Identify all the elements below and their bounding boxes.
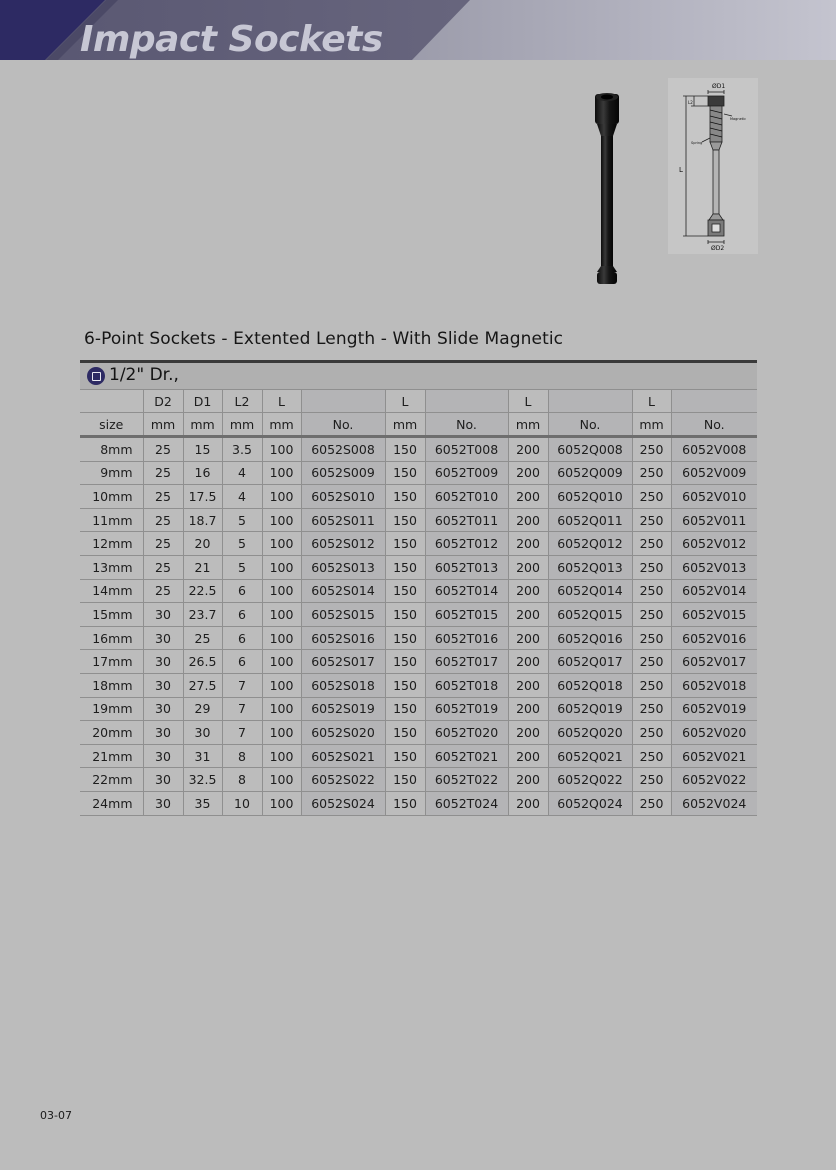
table-cell: 250 — [632, 721, 671, 745]
table-cell: 30 — [143, 603, 183, 627]
table-cell: 6052T022 — [425, 768, 508, 792]
table-cell: 6052T024 — [425, 791, 508, 815]
table-cell: 6052S019 — [301, 697, 385, 721]
table-cell: 30 — [143, 768, 183, 792]
table-cell: 6052S014 — [301, 579, 385, 603]
product-photo — [592, 92, 622, 286]
table-cell: 150 — [385, 532, 425, 556]
table-cell: 24mm — [80, 791, 143, 815]
table-cell: 29 — [183, 697, 222, 721]
table-cell: 250 — [632, 603, 671, 627]
table-cell: 25 — [143, 555, 183, 579]
table-cell: 6052Q024 — [548, 791, 632, 815]
label-spring: Spring — [691, 141, 703, 145]
table-cell: mm — [222, 413, 262, 437]
table-cell: 250 — [632, 768, 671, 792]
table-cell: 4 — [222, 485, 262, 509]
table-cell: 250 — [632, 626, 671, 650]
table-cell: 22.5 — [183, 579, 222, 603]
table-cell: 18mm — [80, 673, 143, 697]
table-row — [80, 532, 757, 556]
table-cell: 150 — [385, 768, 425, 792]
table-cell: 100 — [262, 508, 301, 532]
table-cell: 4 — [222, 461, 262, 485]
table-cell: 250 — [632, 579, 671, 603]
table-cell: 5 — [222, 508, 262, 532]
table-row — [80, 508, 757, 532]
table-cell: 250 — [632, 485, 671, 509]
table-cell: 18.7 — [183, 508, 222, 532]
label-l: L — [679, 166, 683, 174]
table-cell: 200 — [508, 721, 548, 745]
table-cell: 6052S018 — [301, 673, 385, 697]
table-cell: 150 — [385, 555, 425, 579]
table-cell — [548, 390, 632, 413]
table-cell: 32.5 — [183, 768, 222, 792]
table-cell: L2 — [222, 390, 262, 413]
table-cell: 150 — [385, 650, 425, 674]
table-cell: 100 — [262, 626, 301, 650]
table-cell: 23.7 — [183, 603, 222, 627]
table-cell: 11mm — [80, 508, 143, 532]
table-cell: 6052T017 — [425, 650, 508, 674]
table-cell: 6052V016 — [671, 626, 757, 650]
table-row — [80, 673, 757, 697]
table-cell: 6052T019 — [425, 697, 508, 721]
label-d1: ØD1 — [712, 83, 726, 90]
table-cell: 6052S012 — [301, 532, 385, 556]
header-band — [0, 0, 836, 60]
table-cell: 6052V018 — [671, 673, 757, 697]
table-cell: 6052T011 — [425, 508, 508, 532]
table-cell: 6052V008 — [671, 437, 757, 462]
table-cell: 150 — [385, 721, 425, 745]
table-cell: mm — [143, 413, 183, 437]
table-cell: 150 — [385, 603, 425, 627]
table-cell: 6052T016 — [425, 626, 508, 650]
table-cell: 250 — [632, 461, 671, 485]
table-cell: 200 — [508, 555, 548, 579]
table-cell: 6 — [222, 603, 262, 627]
table-row — [80, 791, 757, 815]
table-cell: 6052V022 — [671, 768, 757, 792]
section-title: 6-Point Sockets - Extented Length - With Slide Magnetic — [84, 329, 564, 349]
table-cell: 250 — [632, 508, 671, 532]
table-cell: 100 — [262, 768, 301, 792]
table-cell: 6052T010 — [425, 485, 508, 509]
page-title: Impact Sockets — [80, 19, 383, 60]
table-cell: 250 — [632, 744, 671, 768]
table-cell: 6052T018 — [425, 673, 508, 697]
table-cell: 26.5 — [183, 650, 222, 674]
table-cell: 12mm — [80, 532, 143, 556]
table-row — [80, 555, 757, 579]
table-cell: 30 — [143, 650, 183, 674]
table-cell: 150 — [385, 461, 425, 485]
table-cell: mm — [508, 413, 548, 437]
table-cell: 25 — [143, 485, 183, 509]
table-cell: 6052V024 — [671, 791, 757, 815]
table-cell: 6052Q008 — [548, 437, 632, 462]
table-cell: 13mm — [80, 555, 143, 579]
table-cell: 6052S022 — [301, 768, 385, 792]
table-cell: 100 — [262, 603, 301, 627]
drive-size-label: 1/2" Dr., — [109, 365, 179, 385]
table-cell: mm — [183, 413, 222, 437]
table-cell: 6052T009 — [425, 461, 508, 485]
table-cell: L — [632, 390, 671, 413]
table-cell: 35 — [183, 791, 222, 815]
table-cell: 8 — [222, 744, 262, 768]
table-cell: 6052S008 — [301, 437, 385, 462]
table-cell: 21 — [183, 555, 222, 579]
table-cell: No. — [301, 413, 385, 437]
table-row — [80, 697, 757, 721]
table-cell: 6052Q011 — [548, 508, 632, 532]
table-cell: 6052Q017 — [548, 650, 632, 674]
table-cell: 7 — [222, 721, 262, 745]
table-cell: 200 — [508, 650, 548, 674]
table-cell: 6 — [222, 626, 262, 650]
table-cell: D2 — [143, 390, 183, 413]
table-header-row — [80, 390, 757, 413]
table-cell: 200 — [508, 532, 548, 556]
table-cell: 100 — [262, 461, 301, 485]
table-cell: 7 — [222, 673, 262, 697]
table-cell: 250 — [632, 650, 671, 674]
table-cell: 6052T008 — [425, 437, 508, 462]
table-cell: 25 — [143, 579, 183, 603]
table-cell: 30 — [143, 791, 183, 815]
table-cell: 19mm — [80, 697, 143, 721]
table-cell: 30 — [143, 744, 183, 768]
table-cell: 6052T014 — [425, 579, 508, 603]
table-cell: 6052V021 — [671, 744, 757, 768]
table-cell: 22mm — [80, 768, 143, 792]
table-cell: 250 — [632, 791, 671, 815]
page-number: 03-07 — [40, 1109, 72, 1122]
table-cell: 31 — [183, 744, 222, 768]
table-cell: 200 — [508, 626, 548, 650]
table-row — [80, 744, 757, 768]
table-cell: 200 — [508, 697, 548, 721]
table-cell: 200 — [508, 485, 548, 509]
table-cell: 30 — [183, 721, 222, 745]
table-cell: 25 — [143, 508, 183, 532]
table-cell: 6052T015 — [425, 603, 508, 627]
table-cell: 6052Q010 — [548, 485, 632, 509]
table-cell: 25 — [143, 437, 183, 462]
table-cell: 6052Q012 — [548, 532, 632, 556]
table-cell: 200 — [508, 579, 548, 603]
table-cell: 150 — [385, 673, 425, 697]
table-cell: 250 — [632, 697, 671, 721]
table-cell: 6052Q013 — [548, 555, 632, 579]
table-cell: 6052S016 — [301, 626, 385, 650]
label-l2: L2 — [688, 100, 693, 105]
table-cell: 250 — [632, 437, 671, 462]
table-cell: 6052V010 — [671, 485, 757, 509]
table-row — [80, 603, 757, 627]
table-header-row — [80, 413, 757, 437]
table-cell: 6052Q016 — [548, 626, 632, 650]
table-cell: 100 — [262, 673, 301, 697]
table-cell: 100 — [262, 791, 301, 815]
table-cell: 100 — [262, 437, 301, 462]
table-cell: 6052V014 — [671, 579, 757, 603]
table-cell: 6052T021 — [425, 744, 508, 768]
table-cell: 6052Q018 — [548, 673, 632, 697]
table-cell: 200 — [508, 791, 548, 815]
table-cell: 6052V015 — [671, 603, 757, 627]
table-cell: 6052S011 — [301, 508, 385, 532]
table-cell: 30 — [143, 626, 183, 650]
table-cell: mm — [385, 413, 425, 437]
table-cell: 250 — [632, 555, 671, 579]
technical-drawing — [668, 78, 758, 254]
table-cell: 6052Q020 — [548, 721, 632, 745]
table-cell: 16mm — [80, 626, 143, 650]
table-cell: 150 — [385, 508, 425, 532]
table-cell: 30 — [143, 673, 183, 697]
table-cell: 10 — [222, 791, 262, 815]
table-cell: 5 — [222, 532, 262, 556]
label-d2: ØD2 — [711, 245, 725, 252]
table-cell: 6052S009 — [301, 461, 385, 485]
table-cell: 250 — [632, 532, 671, 556]
table-cell: 150 — [385, 744, 425, 768]
table-cell: 6052Q019 — [548, 697, 632, 721]
table-row — [80, 437, 757, 462]
table-cell: D1 — [183, 390, 222, 413]
label-magnetic: Magnetic — [730, 117, 747, 121]
table-cell: 6052S021 — [301, 744, 385, 768]
table-cell: 21mm — [80, 744, 143, 768]
table-cell: 100 — [262, 485, 301, 509]
table-cell: L — [262, 390, 301, 413]
table-cell: 200 — [508, 744, 548, 768]
table-cell: size — [80, 413, 143, 437]
table-cell: 200 — [508, 437, 548, 462]
table-row — [80, 485, 757, 509]
table-cell: 16 — [183, 461, 222, 485]
table-cell: 25 — [183, 626, 222, 650]
table-cell: 20 — [183, 532, 222, 556]
spec-table — [80, 390, 757, 816]
table-cell: 6 — [222, 650, 262, 674]
table-row — [80, 579, 757, 603]
drive-size-bar — [80, 363, 757, 390]
table-cell: 100 — [262, 721, 301, 745]
table-cell: 3.5 — [222, 437, 262, 462]
table-cell: 250 — [632, 673, 671, 697]
table-cell: 15mm — [80, 603, 143, 627]
table-cell — [301, 390, 385, 413]
table-cell — [671, 390, 757, 413]
table-cell: 5 — [222, 555, 262, 579]
table-cell: 25 — [143, 532, 183, 556]
table-cell: 27.5 — [183, 673, 222, 697]
table-cell: No. — [671, 413, 757, 437]
table-cell: mm — [262, 413, 301, 437]
table-cell: 30 — [143, 721, 183, 745]
table-cell: 150 — [385, 579, 425, 603]
table-cell: 14mm — [80, 579, 143, 603]
table-cell: 200 — [508, 508, 548, 532]
table-cell: 100 — [262, 532, 301, 556]
table-cell: L — [508, 390, 548, 413]
table-cell: 6052T012 — [425, 532, 508, 556]
table-cell: L — [385, 390, 425, 413]
table-cell: 6052Q021 — [548, 744, 632, 768]
table-cell — [80, 390, 143, 413]
table-cell — [425, 390, 508, 413]
table-row — [80, 721, 757, 745]
square-drive-icon — [87, 367, 105, 385]
table-row — [80, 461, 757, 485]
table-cell: No. — [548, 413, 632, 437]
table-row — [80, 768, 757, 792]
table-cell: 6052V011 — [671, 508, 757, 532]
table-cell: 200 — [508, 461, 548, 485]
table-cell: 200 — [508, 673, 548, 697]
table-cell: 150 — [385, 485, 425, 509]
table-cell: 6052T013 — [425, 555, 508, 579]
table-cell: 17.5 — [183, 485, 222, 509]
table-cell: 9mm — [80, 461, 143, 485]
table-cell: 6052T020 — [425, 721, 508, 745]
table-cell: 6052Q022 — [548, 768, 632, 792]
table-cell: 8 — [222, 768, 262, 792]
table-cell: 6052V009 — [671, 461, 757, 485]
table-cell: 6052V013 — [671, 555, 757, 579]
table-cell: 6052S010 — [301, 485, 385, 509]
table-cell: 6052S013 — [301, 555, 385, 579]
table-cell: 6052V017 — [671, 650, 757, 674]
table-cell: 10mm — [80, 485, 143, 509]
table-cell: 6052V019 — [671, 697, 757, 721]
table-cell: 200 — [508, 603, 548, 627]
table-cell: 6052Q015 — [548, 603, 632, 627]
table-cell: 6 — [222, 579, 262, 603]
table-cell: 150 — [385, 697, 425, 721]
table-cell: 200 — [508, 768, 548, 792]
table-cell: 7 — [222, 697, 262, 721]
table-cell: 100 — [262, 744, 301, 768]
table-cell: 6052S017 — [301, 650, 385, 674]
table-cell: 100 — [262, 697, 301, 721]
table-cell: 150 — [385, 437, 425, 462]
table-cell: 15 — [183, 437, 222, 462]
table-cell: 6052V012 — [671, 532, 757, 556]
table-cell: 6052Q009 — [548, 461, 632, 485]
table-cell: 20mm — [80, 721, 143, 745]
table-cell: 100 — [262, 650, 301, 674]
table-cell: No. — [425, 413, 508, 437]
table-row — [80, 626, 757, 650]
table-cell: 100 — [262, 555, 301, 579]
table-cell: 100 — [262, 579, 301, 603]
table-cell: 25 — [143, 461, 183, 485]
table-row — [80, 650, 757, 674]
table-cell: 150 — [385, 791, 425, 815]
table-cell: mm — [632, 413, 671, 437]
table-cell: 6052S015 — [301, 603, 385, 627]
table-cell: 150 — [385, 626, 425, 650]
table-cell: 30 — [143, 697, 183, 721]
table-cell: 17mm — [80, 650, 143, 674]
table-cell: 6052V020 — [671, 721, 757, 745]
table-cell: 6052S020 — [301, 721, 385, 745]
table-cell: 6052Q014 — [548, 579, 632, 603]
table-cell: 6052S024 — [301, 791, 385, 815]
table-cell: 8mm — [80, 437, 143, 462]
